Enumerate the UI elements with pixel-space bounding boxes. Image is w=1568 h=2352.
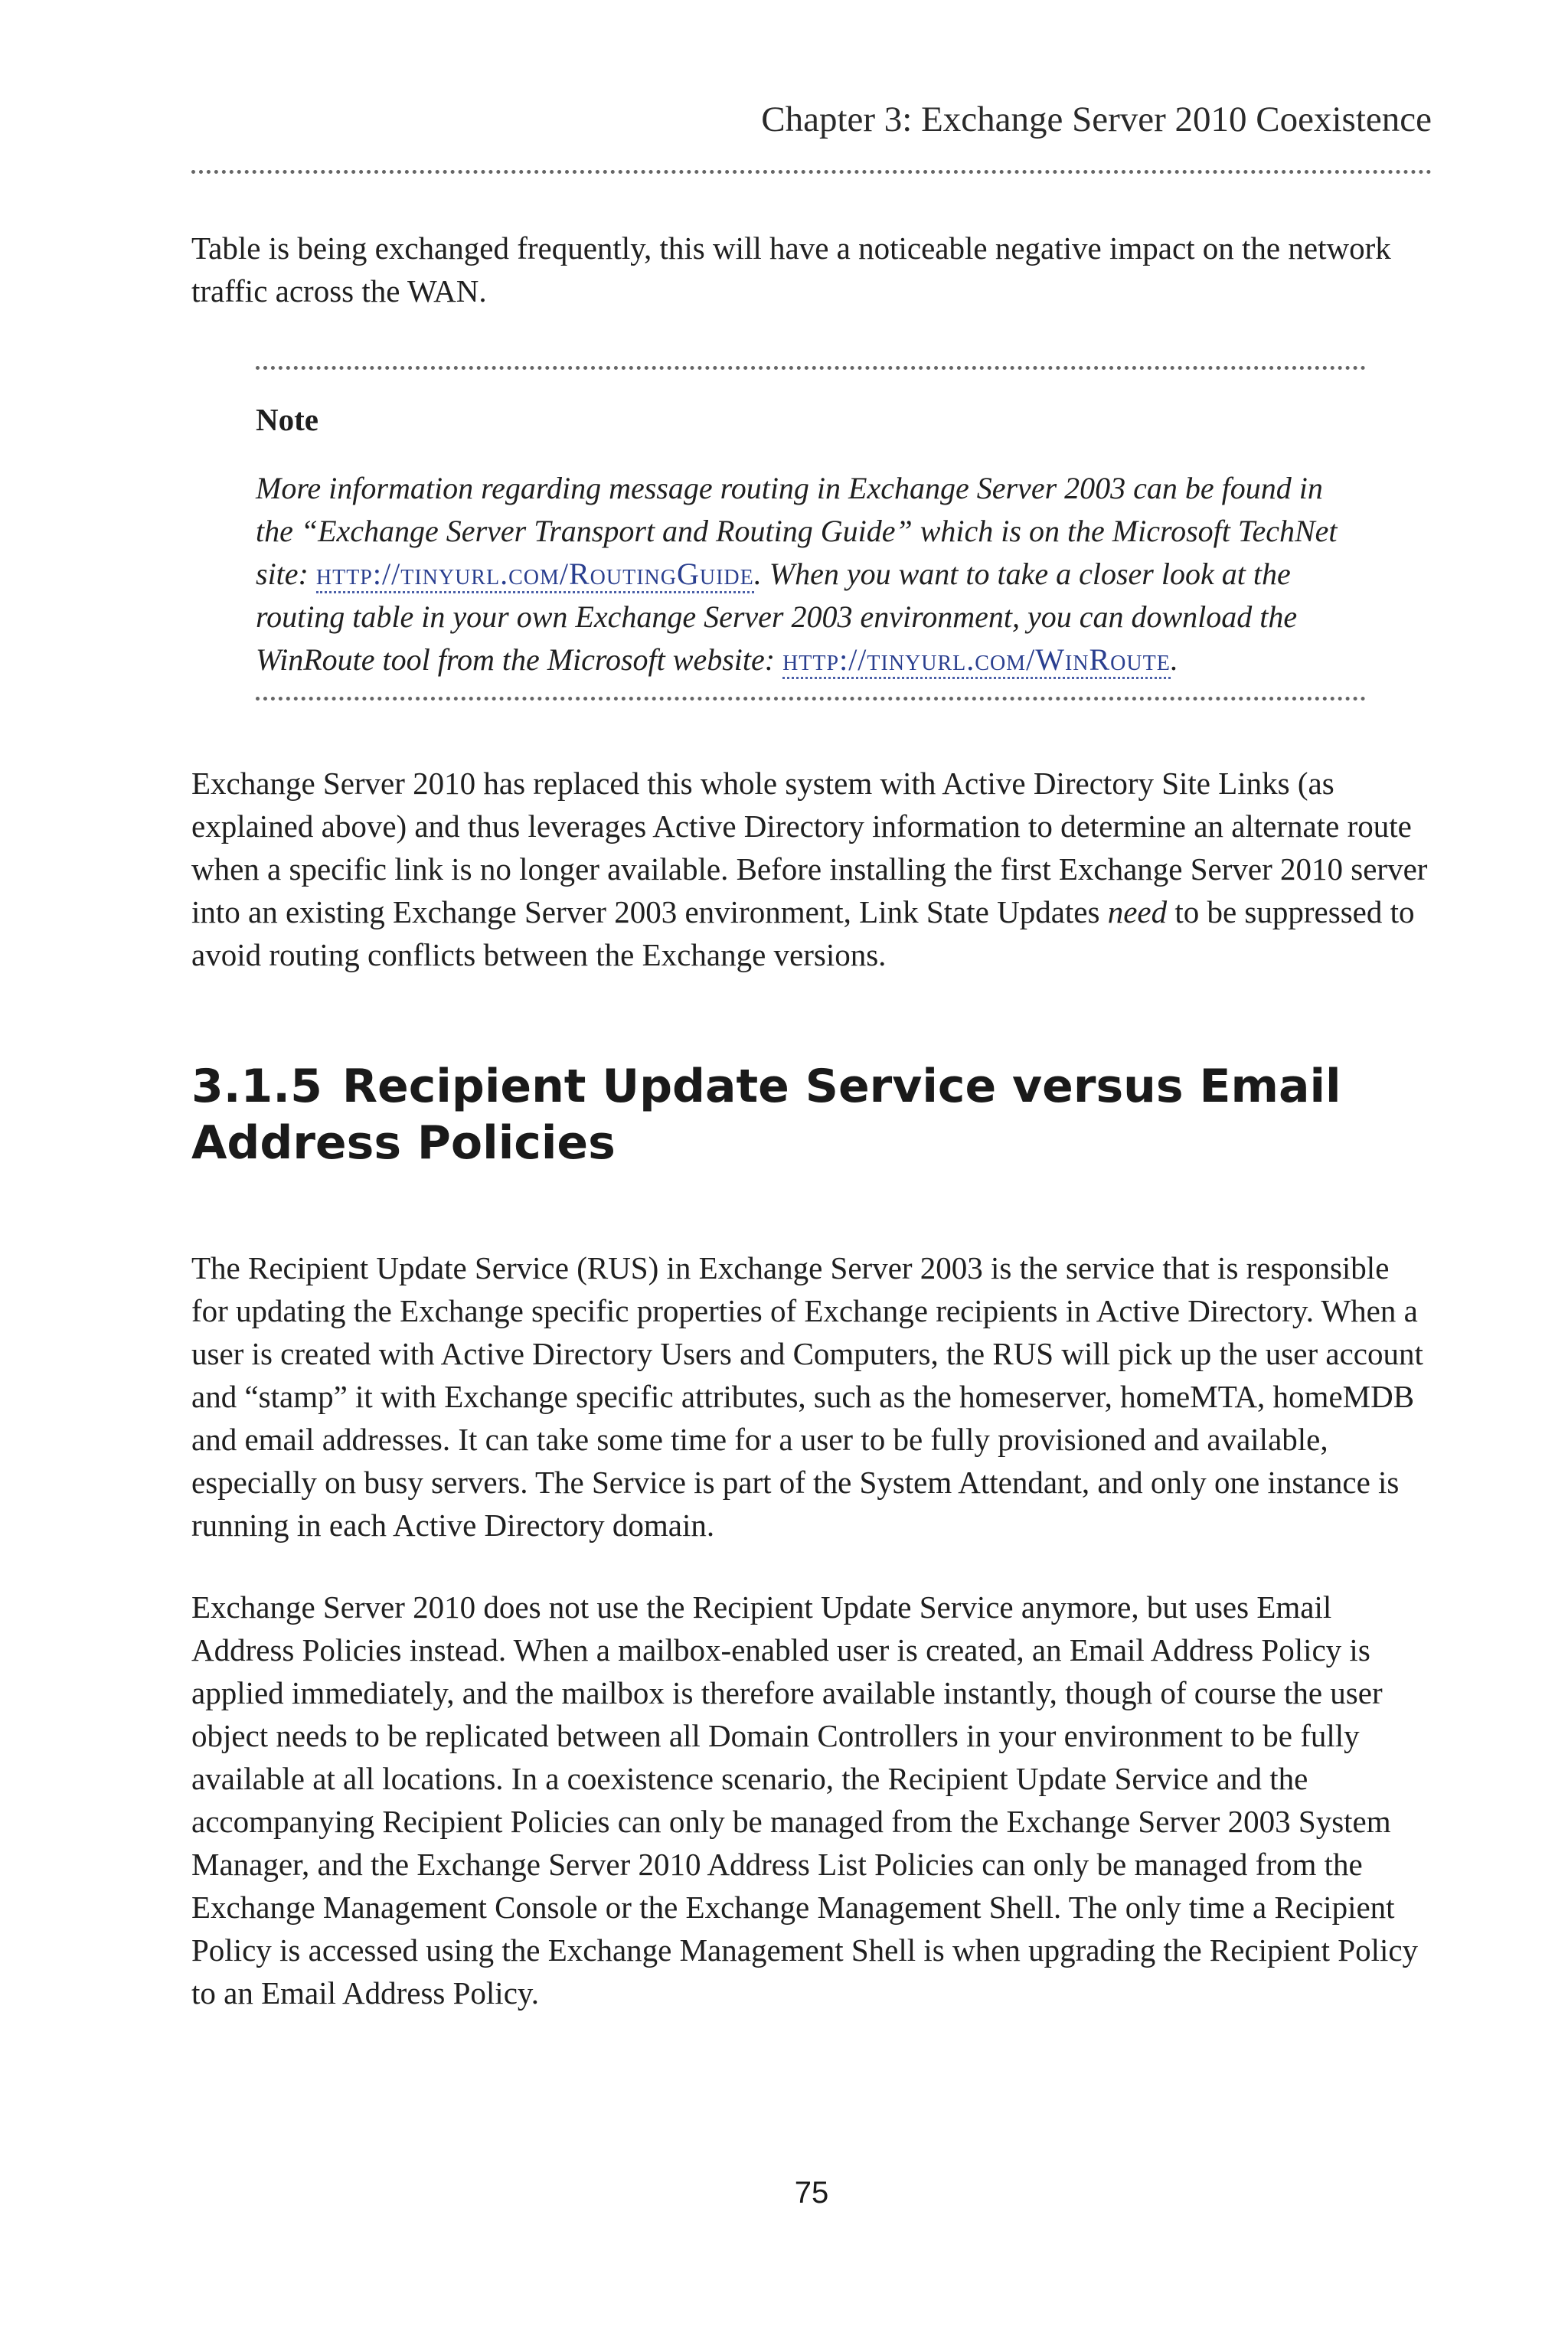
note-bottom-divider (256, 697, 1366, 701)
note-text-2: . When you want to take a closer look at the routing table in your own Exchange Server 2003 environment, you can download the WinRoute tool from the Microsoft website: (256, 557, 1298, 677)
section-number: 3.1.5 (191, 1060, 322, 1113)
header-divider (191, 170, 1432, 174)
link-state-text-before: Exchange Server 2010 has replaced this whole system with Active Directory Site Links (as explained above) and thus leverages Active Directory information to determine an alternate route when a specific link is no longer available. Before installing the first Exchange Server 2010 server into an existing Exchange Server 2003 environment, Link State Updates (191, 766, 1428, 929)
routing-guide-link[interactable]: http://tinyurl.com/RoutingGuide (316, 557, 754, 593)
winroute-link[interactable]: http://tinyurl.com/WinRoute (782, 642, 1171, 679)
page-number: 75 (794, 2176, 829, 2210)
note-text-3: . (1170, 642, 1178, 677)
intro-paragraph: Table is being exchanged frequently, this will have a noticeable negative impact on the network traffic across the WAN. (191, 230, 1391, 309)
section-heading (191, 1058, 1432, 1171)
email-address-policies-paragraph: Exchange Server 2010 does not use the Recipient Update Service anymore, but uses Email Address Policies instead. When a mailbox-enabled user is created, an Email Address Policy is applied immediately, and the mailbox is therefore available instantly, though of course the user object needs to be replicated between all Domain Controllers in your environment to be fully available at all locations. In a coexistence scenario, the Recipient Update Service and the accompanying Recipient Policies can only be managed from the Exchange Server 2003 System Manager, and the Exchange Server 2010 Address List Policies can only be managed from the Exchange Management Console or the Exchange Management Shell. The only time a Recipient Policy is accessed using the Exchange Management Shell is when upgrading the Recipient Policy to an Email Address Policy. (191, 1589, 1419, 2011)
note-text-1: More information regarding message routing in Exchange Server 2003 can be found in the “Exchange Server Transport and Routing Guide” which is on the Microsoft TechNet site: (256, 471, 1338, 591)
section-title: Recipient Update Service versus Email Address Policies (191, 1060, 1341, 1170)
link-state-emphasis: need (1107, 894, 1168, 929)
book-page (191, 0, 1432, 2352)
note-body (256, 467, 1366, 681)
link-state-paragraph (191, 762, 1432, 976)
note-top-divider (256, 366, 1366, 370)
running-header: Chapter 3: Exchange Server 2010 Coexistence (761, 100, 1432, 139)
rus-paragraph: The Recipient Update Service (RUS) in Exchange Server 2003 is the service that is responsible for updating the Exchange specific properties of Exchange recipients in Active Directory. When a user is created with Active Directory Users and Computers, the RUS will pick up the user account and “stamp” it with Exchange specific attributes, such as the homeserver, homeMTA, homeMDB and email addresses. It can take some time for a user to be fully provisioned and available, especially on busy servers. The Service is part of the System Attendant, and only one instance is running in each Active Directory domain. (191, 1250, 1423, 1543)
link-state-text-after: to be suppressed to avoid routing conflicts between the Exchange versions. (191, 894, 1415, 972)
note-box (256, 366, 1366, 718)
note-title: Note (256, 402, 318, 437)
